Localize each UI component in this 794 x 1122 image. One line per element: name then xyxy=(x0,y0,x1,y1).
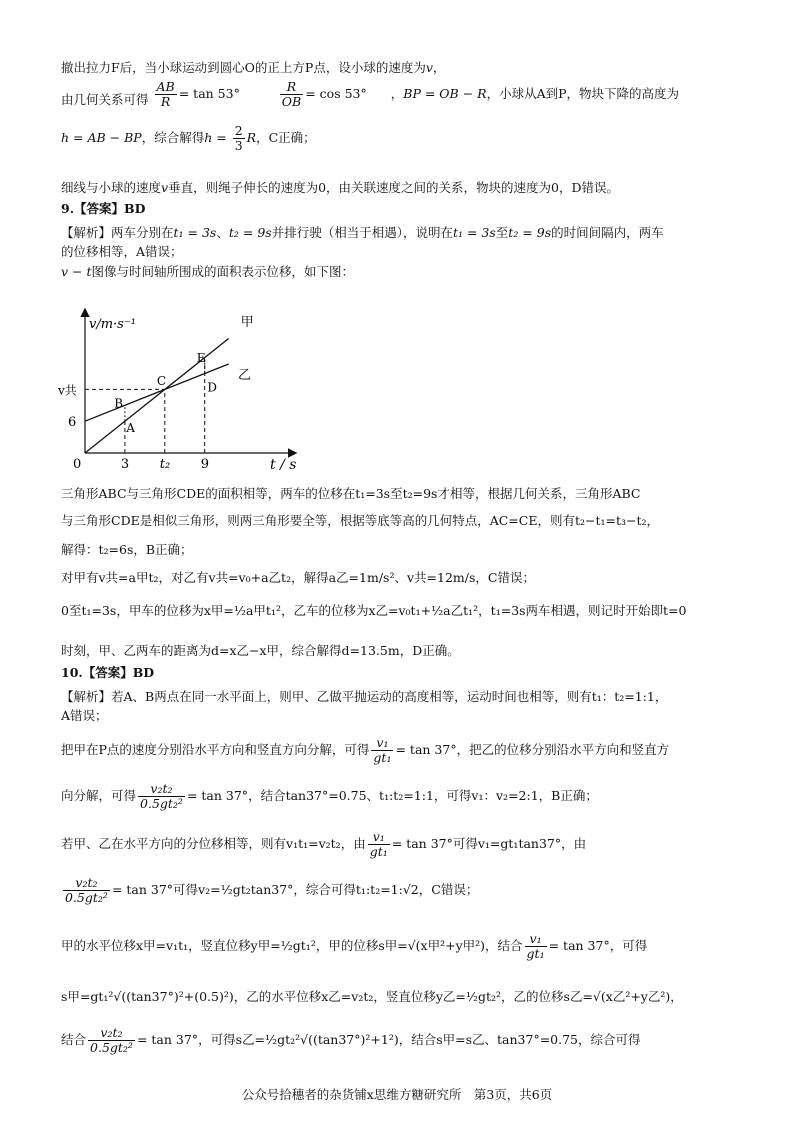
series-label-jia: 甲 xyxy=(240,314,254,330)
text-line: 细线与小球的速度v垂直，则绳子伸长的速度为0，由关联速度之间的关系，物块的速度为0，D错误。 xyxy=(61,180,620,195)
page-footer: 公众号拾穗者的杂货铺x思维方糖研究所 第3页，共6页 xyxy=(241,1087,553,1102)
vt-graph xyxy=(55,300,305,475)
text-line: 0至t₁=3s，甲车的位移为x甲=½a甲t₁²，乙车的位移为x乙=v₀t₁+½a乙t₁²，t₁=3s两车相遇，则记时开始即t=0 xyxy=(61,603,687,618)
text-line: 三角形ABC与三角形CDE的面积相等，两车的位移在t₁=3s至t₂=9s才相等，根据几何关系，三角形ABC xyxy=(61,486,641,501)
tick-x-0: 0 xyxy=(73,457,82,472)
series-line-jia xyxy=(85,339,229,453)
text-line: 【解析】若A、B两点在同一水平面上，则甲、乙做平抛运动的高度相等，运动时间也相等，则有t₁：t₂=1:1， xyxy=(61,689,668,704)
text-line: h = AB − BP，综合解得h = $\frac{2}{3}$ R，C正确； xyxy=(61,123,316,153)
text-line: A错误； xyxy=(61,708,108,723)
geometry-relation: 由几何关系可得 $\frac{AB}{R}$ = tan 53° $\frac{R}{OB}$ = cos 53° ，BP = OB − R，小球从A到P，物块下降的高度为 xyxy=(61,79,680,109)
point-label-a: A xyxy=(126,420,135,435)
fraction-r-ob: $\frac{R}{OB}$ xyxy=(281,79,302,109)
answer-9: 9.【答案】BD xyxy=(61,201,146,216)
text-line: s甲=gt₁²√((tan37°)²+(0.5)²)，乙的水平位移x乙=v₂t₂，竖直位移y乙=½gt₂²，乙的位移s乙=√(x乙²+y乙²)， xyxy=(61,989,683,1004)
text-line: 结合 $\frac{\text{v₂t₂}}{\text{0.5gt₂²}}$ = tan 37°，可得s乙=½gt₂²√((tan37°)²+1²)，结合s甲=s乙、tan37°=0.75，综合可得 xyxy=(61,1025,641,1055)
text-line: $\frac{\text{v₂t₂}}{\text{0.5gt₂²}}$ = tan 37°可得v₂=½gt₂tan37°，综合可得t₁:t₂=1:√2，C错误； xyxy=(65,875,479,905)
answer-10: 10.【答案】BD xyxy=(61,665,155,680)
tick-x-t2: t₂ xyxy=(159,457,171,472)
text-line: 【解析】两车分别在t₁ = 3s、t₂ = 9s并排行驶（相当于相遇），说明在t₁ = 3s至t₂ = 9s的时间间隔内，两车 xyxy=(61,225,664,240)
tick-x-9: 9 xyxy=(200,457,209,472)
text-line: 甲的水平位移x甲=v₁t₁，竖直位移y甲=½gt₁²，甲的位移s甲=√(x甲²+y甲²)，结合 $\frac{\text{v₁}}{\text{gt₁}}$ = tan 37°，可得 xyxy=(61,931,648,961)
tick-x-3: 3 xyxy=(120,457,130,472)
point-label-e: E xyxy=(196,350,206,365)
text-line: 向分解，可得 $\frac{\text{v₂t₂}}{\text{0.5gt₂²}}$ = tan 37°，结合tan37°=0.75、t₁:t₂=1:1，可得v₁：v₂=2:1，B正确； xyxy=(61,781,598,811)
text-line: 若甲、乙在水平方向的分位移相等，则有v₁t₁=v₂t₂，由 $\frac{\text{v₁}}{\text{gt₁}}$ = tan 37°可得v₁=gt₁tan37°，由 xyxy=(61,829,587,859)
point-label-b: B xyxy=(114,396,124,411)
x-axis-label: t / s xyxy=(270,457,297,473)
text-line: 对甲有v共=a甲t₂，对乙有v共=v₀+a乙t₂，解得a乙=1m/s²、v共=12m/s，C错误； xyxy=(61,570,535,585)
y-axis-label: v/m·s⁻¹ xyxy=(89,317,136,332)
text-line: 解得：t₂=6s，B正确； xyxy=(61,542,193,557)
series-label-yi: 乙 xyxy=(237,367,251,383)
fraction-ab-r: $\frac{AB}{R}$ xyxy=(156,79,175,109)
text-line: 的位移相等，A错误； xyxy=(61,244,183,259)
text-line: 把甲在P点的速度分别沿水平方向和竖直方向分解，可得 $\frac{\text{v₁}}{\text{gt₁}}$ = tan 37°，把乙的位移分别沿水平方向和竖直方 xyxy=(61,735,670,765)
text-line: 撤出拉力F后，当小球运动到圆心O的正上方P点，设小球的速度为v， xyxy=(61,60,446,75)
point-label-c: C xyxy=(156,374,167,389)
tick-y-6: 6 xyxy=(68,415,77,431)
tick-y-vcommon: v共 xyxy=(58,383,77,398)
point-label-d: D xyxy=(207,380,217,395)
text-line: v − t图像与时间轴所围成的面积表示位移，如下图： xyxy=(61,264,355,279)
text-line: 与三角形CDE是相似三角形，则两三角形要全等，根据等底等高的几何特点，AC=CE，则有t₂−t₁=t₃−t₂， xyxy=(61,513,660,528)
text-line: 时刻，甲、乙两车的距离为d=x乙−x甲，综合解得d=13.5m，D正确。 xyxy=(61,643,460,658)
